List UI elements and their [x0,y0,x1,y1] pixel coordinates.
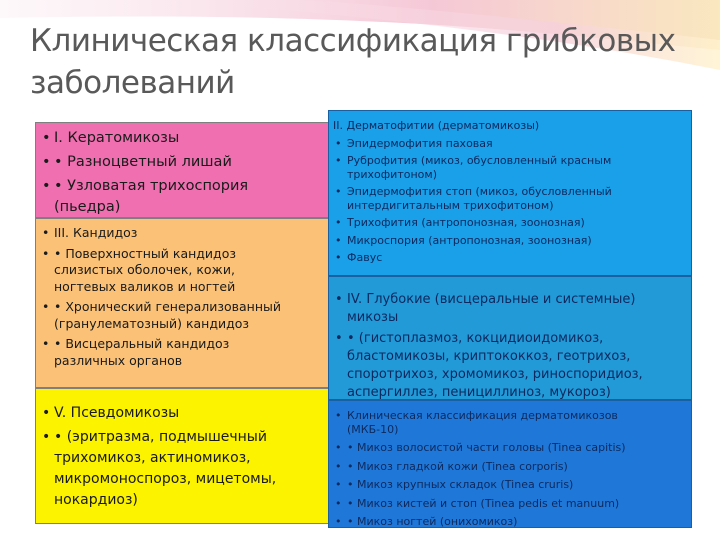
box-deep-mycoses [328,276,692,400]
list-item: • • Хронический генерализованный (гранулематозный) кандидоз [42,299,281,331]
list-item: • • Микоз гладкой кожи (Tinea corporis) [335,459,568,473]
list-item: • • Поверхностный кандидоз слизистых оболочек, кожи, ногтевых валиков и ногтей [42,245,236,294]
list-item: • • (гистоплазмоз, кокцидиоидомикоз, бластомикозы, криптококкоз, геотрихоз, споротрихоз, хромомикоз, риноспоридиоз, аспергиллез, пенициллиноз, мукороз) [335,331,643,400]
box-candidiasis [35,218,330,388]
box-dermatophytoses [328,110,692,276]
list-item: • • Висцеральный кандидоз различных органов [42,336,230,368]
list-item: • Микроспория (антропонозная, зоонозная) [335,233,592,247]
list-item: • • Узловатая трихоспория (пьедра) [42,178,249,215]
list-item: • V. Псевдомикозы [42,405,180,421]
list-item: • IV. Глубокие (висцеральные и системные) микозы [335,292,636,325]
list-item: • • Микоз кистей и стоп (Tinea pedis et manuum) [335,496,620,510]
page-title: Клиническая классификация грибковых заболеваний [30,23,676,101]
list-item: • III. Кандидоз [42,225,138,240]
list-item: • • Разноцветный лишай [42,154,232,170]
list-item: • • (эритразма, подмышечный трихомикоз, актиномикоз, микромоноспороз, мицетомы, нокардиоз) [42,429,277,508]
list-item: • Эпидермофития паховая [335,136,493,150]
box-pseudomycoses [35,388,330,524]
list-item: • Руброфития (микоз, обусловленный красным трихофитоном) [335,154,612,181]
box-icd10 [328,400,692,528]
list-item: • Трихофития (антропонозная, зоонозная) [335,216,585,229]
box-heading: II. Дерматофитии (дерматомикозы) [333,119,540,132]
list-item: • I. Кератомикозы [42,130,180,146]
box-keratomycoses [35,122,330,218]
list-item: • • Микоз ногтей (онихомикоз) [335,515,518,528]
list-item: • Эпидермофития стоп (микоз, обусловленный интердигитальным трихофитоном) [335,185,612,212]
list-item: • • Микоз крупных складок (Tinea cruris) [335,478,574,491]
list-item: • Клиническая классификация дерматомикозов (МКБ-10) [335,409,618,436]
list-item: • • Микоз волосистой части головы (Tinea capitis) [335,441,626,454]
list-item: • Фавус [335,251,383,264]
